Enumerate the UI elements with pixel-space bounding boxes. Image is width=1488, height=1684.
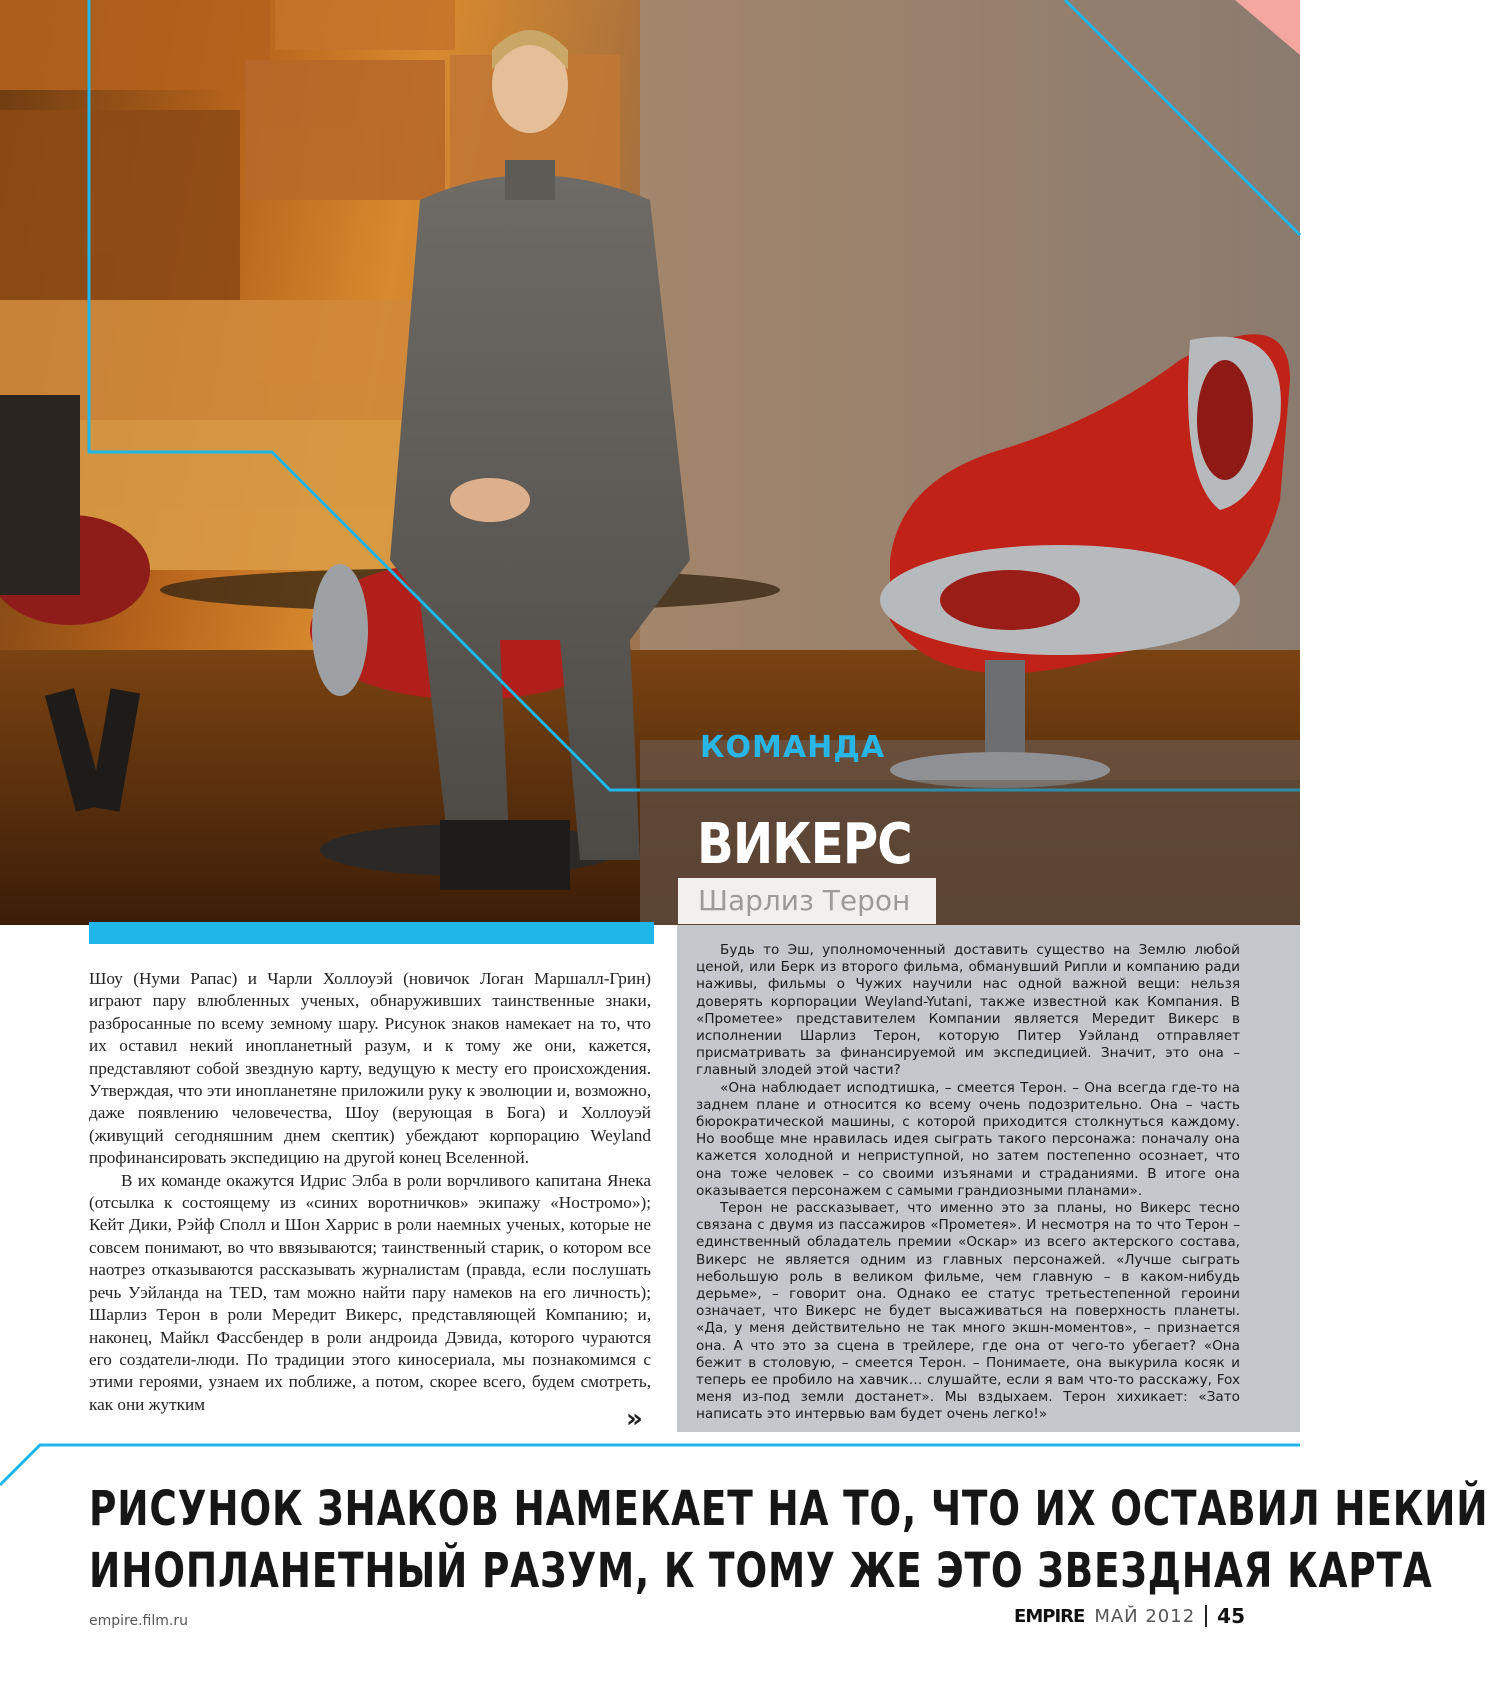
left-paragraph: Шоу (Нуми Рапас) и Чарли Холлоуэй (новичок Логан Маршалл-Грин) играют пару влюбленных ученых, обнаруживших таинственные знаки, разбросанные по всему земному шару. Рисунок знаков намекает на то, что их оставил некий инопланетный разум, и к тому же они, кажется, представляют собой звездную карту, ведущую к месту его происхождения. Утверждая, что эти инопланетяне приложили руку к эволюции и, возможно, даже появлению человечества, Шоу (верующая в Бога) и Холлоуэй (живущий сегодняшним днем скептик) убеждают корпорацию Weyland профинансировать экспедицию на другой конец Вселенной. bbox=[89, 969, 651, 1168]
right-paragraph: «Она наблюдает исподтишка, – смеется Терон. – Она всегда где-то на заднем плане и относится ко всему очень подозрительно. Она – часть бюрократической машины, с которой приходится столкнуться каждому. Но вообще мне нравилась идея сыграть такого персонажа: поначалу она кажется холодной и неприступной, но затем постепенно осознает, что она тоже человек – со своими изъянами и страданиями. В итоге она оказывается персонажем с самыми грандиозными планами». bbox=[696, 1079, 1240, 1199]
pull-quote bbox=[89, 1478, 1488, 1602]
brand-logo: EMPIRE bbox=[1014, 1605, 1085, 1627]
page-number: 45 bbox=[1217, 1604, 1245, 1628]
continue-arrow-icon: » bbox=[626, 1404, 637, 1434]
folio-divider bbox=[1205, 1605, 1207, 1627]
right-column bbox=[696, 942, 1240, 1424]
article-headline: ВИКЕРС bbox=[697, 812, 912, 877]
footer-folio bbox=[1014, 1604, 1245, 1628]
left-paragraph: В их команде окажутся Идрис Элба в роли ворчливого капитана Янека (отсылка к состоящему из «синих воротничков» экипажу «Ностромо»); Кейт Дики, Рэйф Сполл и Шон Харрис в роли наемных ученых, которые не совсем понимают, во что ввязываются; таинственный старик, о котором все наотрез отказываются рассказывать журналистам (правда, если послушать речь Уэйланда на TED, там можно найти пару намеков на его личность); Шарлиз Терон в роли Мередит Викерс, представляющей Компанию; и, наконец, Майкл Фассбендер в роли андроида Дэвида, которого чураются его создатели-люди. По традиции этого киносериала, мы познакомимся с этими героями, узнаем их поближе, а потом, скорее всего, будем смотреть, как они жутким bbox=[89, 1170, 651, 1414]
pull-quote-line: РИСУНОК ЗНАКОВ НАМЕКАЕТ НА ТО, ЧТО ИХ ОСТАВИЛ НЕКИЙ bbox=[89, 1481, 1488, 1537]
hero-photo bbox=[0, 0, 1300, 925]
right-paragraph: Будь то Эш, уполномоченный доставить существо на Землю любой ценой, или Берк из второго фильма, обманувший Рипли и компанию ради наживы, фильмы о Чужих научили нас одной важной вещи: нельзя доверять корпорации Weyland-Yutani, также известной как Компания. В «Прометее» представителем Компании является Мередит Викерс в исполнении Шарлиз Терон, которую Питер Уэйланд отправляет присматривать за финансируемой им экспедицией. Значит, это она – главный злодей этой части? bbox=[696, 942, 1240, 1079]
footer-url: empire.film.ru bbox=[89, 1613, 188, 1629]
section-label: КОМАНДА bbox=[700, 730, 886, 765]
accent-bar bbox=[89, 922, 654, 944]
pull-quote-line: ИНОПЛАНЕТНЫЙ РАЗУМ, К ТОМУ ЖЕ ЭТО ЗВЕЗДНАЯ КАРТА bbox=[89, 1543, 1433, 1599]
left-column bbox=[89, 968, 651, 1416]
article-subheadline: Шарлиз Терон bbox=[698, 884, 911, 917]
right-paragraph: Терон не рассказывает, что именно это за планы, но Викерс тесно связана с двумя из пассажиров «Прометея». И несмотря на то что Терон – единственный обладатель премии «Оскар» из всего актерского состава, Викерс не является одним из главных персонажей. «Лучше сыграть небольшую роль в великом фильме, чем главную – в каком-нибудь дерьме», – говорит она. Однако ее статус третьестепенной героини означает, что Викерс не будет высаживаться на поверхность планеты. «Да, у меня действительно не так много экшн-моментов», – признается она. А что это за сцена в трейлере, где она от чего-то убегает? «Она бежит в столовую, – смеется Терон. – Понимаете, она выкурила косяк и теперь ее пробило на хавчик… слушайте, если я вам что-то расскажу, Fox меня из-под земли достанет». Мы вздыхаем. Терон хихикает: «Зато написать это интервью вам будет очень легко!» bbox=[696, 1200, 1240, 1423]
issue-date: МАЙ 2012 bbox=[1094, 1605, 1196, 1627]
hero-illustration bbox=[0, 0, 1300, 925]
